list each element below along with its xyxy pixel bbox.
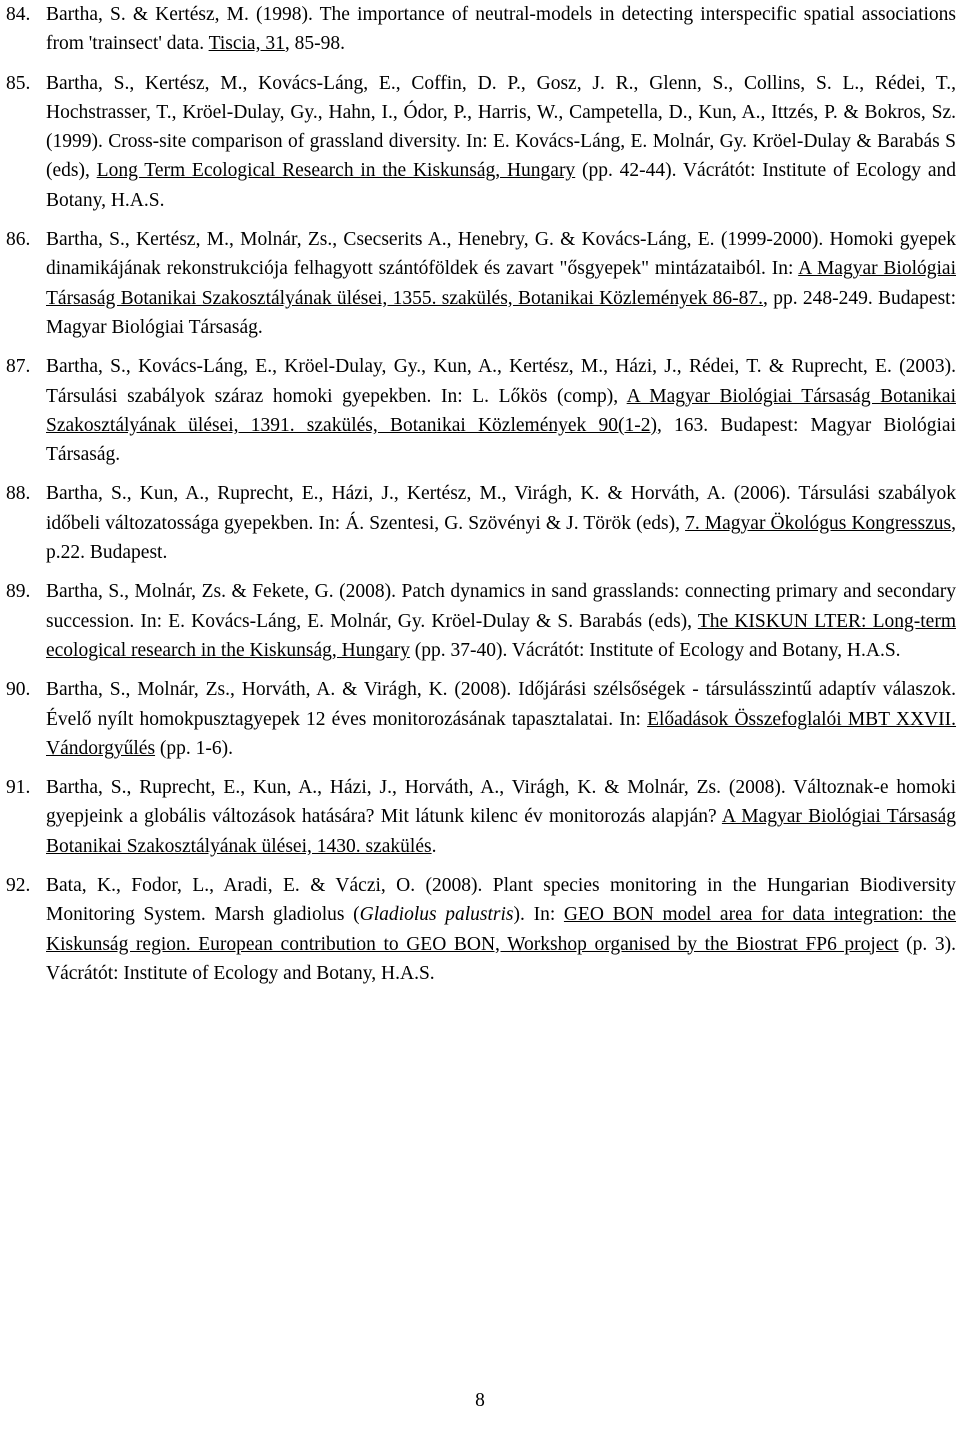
reference-text-part: , p.22. Budapest. [46,512,956,564]
reference-text-part: , pp. 248-249. Budapest: Magyar Biológiai Társaság. [46,287,957,338]
reference-source-title: Előadások Összefoglalói MBT XXVII. Vándorgyűlés [46,708,957,759]
reference-text-part: Bartha, S., Kertész, M., Molnár, Zs., Csecserits A., Henebry, G. & Kovács-Láng, E. (1999-2000). Homoki gyepek dinamikájának rekonstrukciója felhagyott szántóföldek és zavart "ősgyepek" mintázataiból. In: [46,229,956,280]
reference-source-title: Long Term Ecological Research in the Kiskunság, Hungary [96,160,576,182]
reference-text [46,679,956,759]
reference-text-part: ). In: [513,904,564,926]
reference-entry [6,69,956,215]
reference-text [46,229,956,338]
reference-text-part: (pp. 1-6). [155,737,234,759]
reference-entry [6,577,956,665]
reference-entry [6,675,956,763]
reference-number: 91. [6,777,31,799]
reference-entry [6,0,956,59]
reference-text-part: Bartha, S., Kun, A., Ruprecht, E., Házi, J., Kertész, M., Virágh, K. & Horváth, A. (2006). Társulási szabályok időbeli változatossága gyepekben. In: Á. Szentesi, G. Szövényi & J. Török (eds), [46,483,956,534]
reference-source-title: The KISKUN LTER: Long-term ecological research in the Kiskunság, Hungary [46,610,956,661]
reference-text [46,777,956,857]
reference-number: 84. [6,4,31,25]
reference-text [46,483,956,563]
reference-text-part: Bartha, S., Molnár, Zs. & Fekete, G. (2008). Patch dynamics in sand grasslands: connecting primary and secondary succession. In: E. Kovács-Láng, E. Molnár, Gy. Kröel-Dulay & S. Barabás (eds), [46,581,956,632]
reference-text-part: Bartha, S., Ruprecht, E., Kun, A., Házi, J., Horváth, A., Virágh, K. & Molnár, Zs. (2008). Változnak-e homoki gyepjeink a globális változások hatására? Mit látunk kilenc év monitorozás alapján? [46,777,956,828]
reference-text [46,73,956,211]
reference-number: 87. [6,356,31,378]
reference-text-part: Bartha, S., Kovács-Láng, E., Kröel-Dulay, Gy., Kun, A., Kertész, M., Házi, J., Rédei, T. & Ruprecht, E. (2003). Társulási szabályok száraz homoki gyepekben. In: L. Lőkös (comp), [46,356,956,407]
reference-source-title: 7. Magyar Ökológus Kongresszus [685,512,952,534]
reference-text-part: (pp. 37-40). Vácrátót: Institute of Ecology and Botany, H.A.S. [409,639,901,661]
reference-text-part: Bartha, S., Molnár, Zs., Horváth, A. & Virágh, K. (2008). Időjárási szélsőségek - társulásszintű adaptív válaszok. Évelő nyílt homokpusztagyepek 12 éves monitorozásának tapasztalatai. In: [46,679,956,730]
reference-text-part: Bartha, S. & Kertész, M. (1998). The importance of neutral-models in detecting interspecific spatial associations from 'trainsect' data. [46,4,956,55]
reference-source-title: A Magyar Biológiai Társaság Botanikai Szakosztályának ülései, 1391. szakülés, Botanikai Közlemények 90(1-2) [46,385,956,436]
reference-text-part: (pp. 42-44). Vácrátót: Institute of Ecology and Botany, H.A.S. [46,160,956,211]
reference-number: 92. [6,875,31,897]
reference-text-part: Bata, K., Fodor, L., Aradi, E. & Váczi, O. (2008). Plant species monitoring in the Hungarian Biodiversity Monitoring System. Marsh gladiolus ( [46,875,956,926]
reference-text [46,581,956,661]
reference-text [46,356,956,465]
reference-entry [6,352,956,469]
reference-number: 86. [6,229,31,251]
reference-number: 88. [6,483,31,505]
page-number: 8 [475,1390,485,1411]
reference-text-part: Bartha, S., Kertész, M., Kovács-Láng, E., Coffin, D. P., Gosz, J. R., Glenn, S., Collins, S. L., Rédei, T., Hochstrasser, T., Kröel-Dulay, Gy., Hahn, I., Ódor, P., Harris, W., Campetella, D., Kun, A., Ittzés, P. & Bokros, Sz. (1999). Cross-site comparison of grassland diversity. In: E. Kovács-Láng, E. Molnár, Gy. Kröel-Dulay & Barabás S (eds), [46,72,956,182]
reference-text-part: (p. 3). Vácrátót: Institute of Ecology and Botany, H.A.S. [46,933,956,984]
reference-entry [6,773,956,861]
reference-text-part: , 163. Budapest: Magyar Biológiai Társaság. [46,414,956,466]
reference-number: 89. [6,581,31,603]
reference-text [46,875,956,984]
reference-number: 90. [6,679,31,701]
reference-entry [6,871,956,988]
reference-source-title: A Magyar Biológiai Társaság Botanikai Szakosztályának ülései, 1430. szakülés [46,806,957,857]
reference-text-part: , 85-98. [284,33,345,55]
reference-entry [6,479,956,567]
reference-text-part: . [431,835,437,857]
reference-source-title: A Magyar Biológiai Társaság Botanikai Szakosztályának ülései, 1355. szakülés, Botanikai Közlemények 86-87. [46,258,956,309]
reference-text [46,4,956,54]
reference-source-title: Tiscia, 31 [208,33,285,55]
reference-number: 85. [6,72,31,94]
species-name: Gladiolus palustris [359,904,514,926]
reference-entry [6,225,956,342]
reference-source-title: GEO BON model area for data integration: the Kiskunság region. European contribution to GEO BON, Workshop organised by the Biostrat FP6 project [46,904,957,955]
reference-list [6,0,956,998]
